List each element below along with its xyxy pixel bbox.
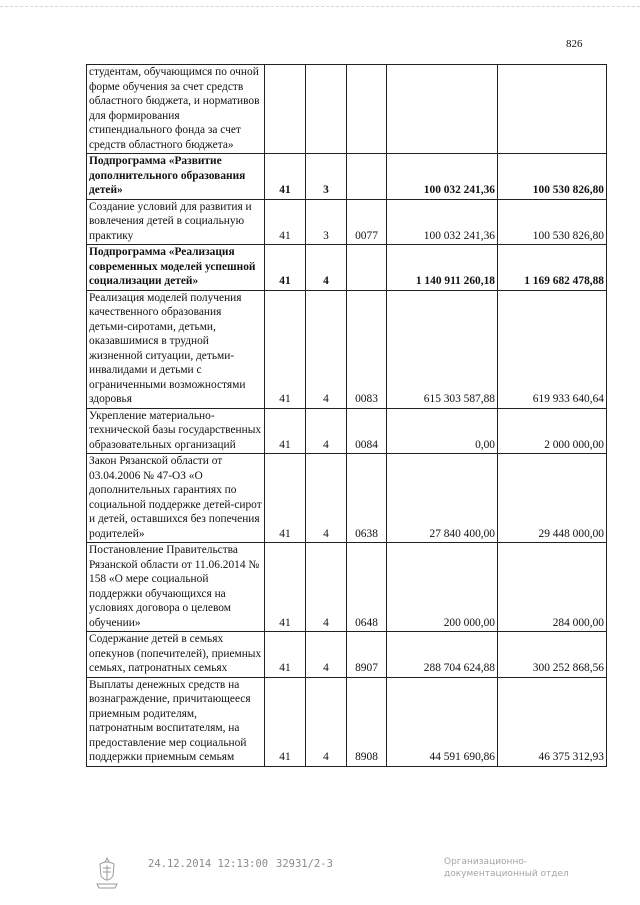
row-name-cell: Укрепление материально-технической базы государственных образовательных организаций	[87, 408, 265, 454]
footer	[0, 856, 640, 896]
page-number: 826	[566, 38, 583, 50]
row-code-1-cell	[265, 65, 306, 154]
row-amount-2-cell: 100 530 826,80	[498, 199, 607, 245]
row-amount-2-cell: 46 375 312,93	[498, 677, 607, 766]
table-row	[87, 677, 607, 766]
table-row	[87, 408, 607, 454]
row-code-3-cell: 0077	[347, 199, 387, 245]
footer-department-stamp	[444, 856, 569, 880]
row-code-2-cell: 4	[306, 290, 347, 408]
footer-document-code: 32931/2-3	[276, 858, 333, 870]
row-code-2-cell: 4	[306, 408, 347, 454]
table-row	[87, 65, 607, 154]
row-code-3-cell	[347, 154, 387, 200]
row-amount-2-cell: 300 252 868,56	[498, 632, 607, 678]
row-amount-1-cell: 288 704 624,88	[387, 632, 498, 678]
row-code-1-cell: 41	[265, 199, 306, 245]
row-amount-2-cell: 29 448 000,00	[498, 454, 607, 543]
row-code-1-cell: 41	[265, 154, 306, 200]
department-line-2: документационный отдел	[444, 869, 569, 879]
row-amount-2-cell: 619 933 640,64	[498, 290, 607, 408]
row-name-cell: студентам, обучающимся по очной форме обучения за счет средств областного бюджета, и нормативов для формирования стипендиального фонда за счет средств областного бюджета»	[87, 65, 265, 154]
row-name-cell: Создание условий для развития и вовлечения детей в социальную практику	[87, 199, 265, 245]
row-code-3-cell: 0638	[347, 454, 387, 543]
row-amount-2-cell: 1 169 682 478,88	[498, 245, 607, 291]
row-code-3-cell: 0084	[347, 408, 387, 454]
table-row	[87, 632, 607, 678]
row-name-cell: Выплаты денежных средств на вознаграждение, причитающееся приемным родителям, патронатным воспитателям, на предоставление мер социальной поддержки приемным семьям	[87, 677, 265, 766]
row-code-1-cell: 41	[265, 543, 306, 632]
row-amount-2-cell	[498, 65, 607, 154]
budget-table-body	[87, 65, 607, 767]
row-code-1-cell: 41	[265, 408, 306, 454]
row-code-2-cell	[306, 65, 347, 154]
row-code-1-cell: 41	[265, 454, 306, 543]
row-code-2-cell: 3	[306, 154, 347, 200]
row-amount-1-cell: 100 032 241,36	[387, 154, 498, 200]
row-amount-1-cell: 44 591 690,86	[387, 677, 498, 766]
row-code-1-cell: 41	[265, 245, 306, 291]
table-row	[87, 154, 607, 200]
row-amount-1-cell: 100 032 241,36	[387, 199, 498, 245]
table-row	[87, 454, 607, 543]
row-code-2-cell: 4	[306, 543, 347, 632]
row-code-3-cell: 0648	[347, 543, 387, 632]
row-code-2-cell: 3	[306, 199, 347, 245]
row-name-cell: Реализация моделей получения качественного образования детьми-сиротами, детьми, оказавшимися в трудной жизненной ситуации, детьми-инвалидами и детьми с ограниченными возможностями здоровья	[87, 290, 265, 408]
row-code-1-cell: 41	[265, 677, 306, 766]
row-amount-2-cell: 100 530 826,80	[498, 154, 607, 200]
row-code-2-cell: 4	[306, 245, 347, 291]
row-amount-1-cell: 0,00	[387, 408, 498, 454]
row-name-cell: Постановление Правительства Рязанской области от 11.06.2014 № 158 «О мере социальной поддержки обучающихся на условиях договора о целевом обучении»	[87, 543, 265, 632]
scan-edge-line	[0, 6, 640, 7]
row-code-3-cell: 8907	[347, 632, 387, 678]
row-amount-1-cell: 27 840 400,00	[387, 454, 498, 543]
row-name-cell: Подпрограмма «Реализация современных моделей успешной социализации детей»	[87, 245, 265, 291]
row-code-2-cell: 4	[306, 454, 347, 543]
row-amount-1-cell: 615 303 587,88	[387, 290, 498, 408]
row-amount-2-cell: 284 000,00	[498, 543, 607, 632]
table-row	[87, 290, 607, 408]
row-amount-1-cell: 200 000,00	[387, 543, 498, 632]
budget-table	[86, 64, 607, 767]
row-code-3-cell: 8908	[347, 677, 387, 766]
row-code-1-cell: 41	[265, 632, 306, 678]
row-amount-2-cell: 2 000 000,00	[498, 408, 607, 454]
row-code-3-cell	[347, 65, 387, 154]
coat-of-arms-icon	[94, 856, 120, 890]
row-name-cell: Содержание детей в семьях опекунов (попечителей), приемных семьях, патронатных семьях	[87, 632, 265, 678]
row-code-2-cell: 4	[306, 677, 347, 766]
row-amount-1-cell	[387, 65, 498, 154]
table-row	[87, 245, 607, 291]
row-name-cell: Закон Рязанской области от 03.04.2006 № 47-ОЗ «О дополнительных гарантиях по социальной поддержке детей-сирот и детей, оставшихся без попечения родителей»	[87, 454, 265, 543]
row-code-3-cell: 0083	[347, 290, 387, 408]
row-code-1-cell: 41	[265, 290, 306, 408]
row-code-2-cell: 4	[306, 632, 347, 678]
row-name-cell: Подпрограмма «Развитие дополнительного образования детей»	[87, 154, 265, 200]
table-row	[87, 199, 607, 245]
row-amount-1-cell: 1 140 911 260,18	[387, 245, 498, 291]
department-line-1: Организационно-	[444, 857, 528, 867]
table-row	[87, 543, 607, 632]
row-code-3-cell	[347, 245, 387, 291]
footer-timestamp: 24.12.2014 12:13:00	[148, 858, 269, 870]
